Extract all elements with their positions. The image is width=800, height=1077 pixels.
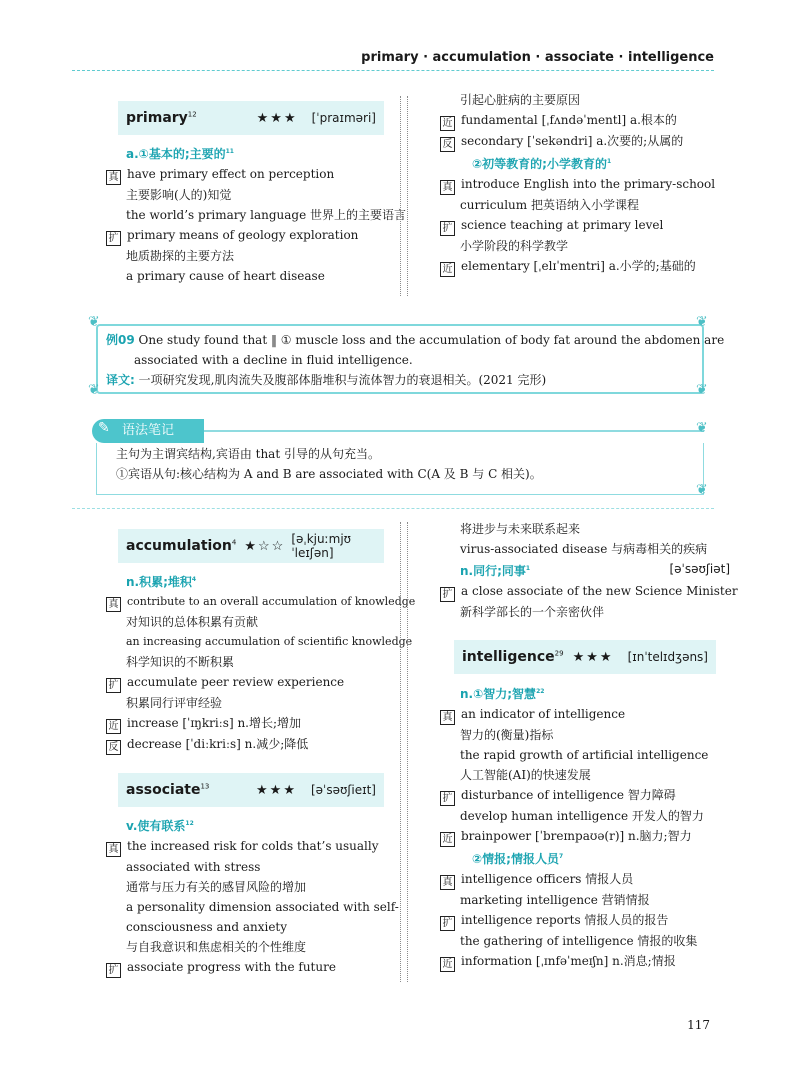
associate-right-body (440, 519, 738, 622)
phonetic: [əˌkjuːmjʊˈleɪʃən] (291, 532, 352, 560)
tag-jin: 近 (440, 116, 455, 131)
tag-zhen: 真 (106, 842, 121, 857)
primary-left-body (106, 142, 407, 286)
tag-jin: 近 (106, 719, 121, 734)
example-line: the world’s primary language 世界上的主要语言 (126, 208, 407, 222)
example-translation: 小学阶段的科学教学 (460, 239, 569, 253)
part-of-speech: n.积累;堆积$^4$ (126, 575, 197, 589)
synonym-line: information [ˌɪnfəˈmeɪʃn] n.消息;情报 (461, 954, 676, 968)
antonym-line: secondary [ˈsekəndri] a.次要的;从属的 (461, 134, 684, 148)
example-translation: 新科学部长的一个亲密伙伴 (460, 605, 605, 619)
tag-jin: 近 (440, 832, 455, 847)
example-translation: 地质勘探的主要方法 (126, 249, 235, 263)
grammar-content (116, 444, 696, 484)
antonym-line: decrease [ˈdiːkriːs] n.减少;降低 (127, 737, 309, 751)
example-translation: 与自我意识和焦虑相关的个性维度 (126, 940, 307, 954)
part-of-speech: n.①智力;智慧$^{22}$ (460, 687, 545, 701)
synonym-line: elementary [ˌelɪˈmentri] a.小学的;基础的 (461, 259, 696, 273)
tag-jin: 近 (440, 262, 455, 277)
page-number: 117 (687, 1018, 710, 1032)
stars-rating: ★☆☆ (244, 538, 286, 554)
stars-rating: ★★★ (256, 110, 298, 126)
headword-intelligence (454, 640, 716, 674)
headword-associate (118, 773, 384, 807)
example-sentence: One study found that ‖ ① muscle loss and the accumulation of body fat around the abdomen are (138, 333, 725, 347)
tag-kuo: 扩 (440, 916, 455, 931)
ornament-corner-icon: ❦ (696, 420, 708, 436)
ornament-corner-icon: ❦ (696, 314, 708, 330)
tag-zhen: 真 (106, 597, 121, 612)
example-line: disturbance of intelligence 智力障碍 (461, 788, 676, 802)
example-sentence: associated with a decline in fluid intelligence. (134, 353, 413, 367)
example-line: intelligence officers 情报人员 (461, 872, 634, 886)
example-translation: 人工智能(AI)的快速发展 (460, 768, 591, 782)
headword-text: primary$^{12}$ (126, 110, 197, 126)
phonetic: [əˈsəʊʃiət] (669, 562, 730, 576)
example-line: science teaching at primary level (461, 218, 664, 232)
headword-text: associate$^{13}$ (126, 782, 210, 798)
example-line: develop human intelligence 开发人的智力 (460, 809, 704, 823)
example-line: an indicator of intelligence (461, 707, 626, 721)
example-line: marketing intelligence 营销情报 (460, 893, 650, 907)
example-translation: 将进步与未来联系起来 (460, 522, 581, 536)
example-line: accumulate peer review experience (127, 675, 345, 689)
ornament-corner-icon: ❦ (696, 382, 708, 398)
example-line: consciousness and anxiety (126, 920, 288, 934)
example-line: the rapid growth of artificial intelligence (460, 748, 709, 762)
headword-primary (118, 101, 384, 135)
example-line: intelligence reports 情报人员的报告 (461, 913, 669, 927)
tag-fan: 反 (440, 137, 455, 152)
tag-kuo: 扩 (440, 221, 455, 236)
grammar-line: 主句为主谓宾结构,宾语由 that 引导的从句充当。 (116, 447, 380, 461)
example-content (106, 330, 725, 390)
tag-jin: 近 (440, 957, 455, 972)
phonetic: [ɪnˈtelɪdʒəns] (627, 650, 708, 664)
ornament-corner-icon: ❦ (696, 482, 708, 498)
part-of-speech: ②情报;情报人员$^7$ (472, 852, 564, 866)
example-line: have primary effect on perception (127, 167, 335, 181)
tag-zhen: 真 (440, 180, 455, 195)
example-translation: 科学知识的不断积累 (126, 655, 235, 669)
headword-accumulation (118, 529, 384, 563)
ornament-corner-icon: ❦ (88, 382, 100, 398)
associate-left-body (106, 814, 399, 978)
tag-zhen: 真 (440, 875, 455, 890)
example-translation: 对知识的总体积累有贡献 (126, 615, 259, 629)
example-line: associated with stress (126, 860, 261, 874)
synonym-line: increase [ˈɪŋkriːs] n.增长;增加 (127, 716, 302, 730)
example-translation: 智力的(衡量)指标 (460, 728, 554, 742)
translation-label: 译文: (106, 373, 135, 387)
grammar-line: ①宾语从句:核心结构为 A and B are associated with C(A 及 B 与 C 相关)。 (116, 467, 542, 481)
tag-kuo: 扩 (440, 791, 455, 806)
tag-kuo: 扩 (440, 587, 455, 602)
example-line: introduce English into the primary-school (461, 177, 716, 191)
example-line: a close associate of the new Science Minister (461, 584, 738, 598)
grammar-top-rule (204, 430, 704, 432)
tag-kuo: 扩 (106, 678, 121, 693)
example-label: 例09 (106, 333, 135, 347)
stars-rating: ★★★ (256, 782, 297, 798)
tag-fan: 反 (106, 740, 121, 755)
example-line: virus-associated disease 与病毒相关的疾病 (460, 542, 708, 556)
example-translation: 积累同行评审经验 (126, 696, 223, 710)
part-of-speech: ②初等教育的;小学教育的$^1$ (472, 157, 612, 171)
tag-zhen: 真 (440, 710, 455, 725)
running-header: primary · accumulation · associate · intelligence (361, 50, 714, 65)
headword-text: intelligence$^{29}$ (462, 649, 564, 665)
synonym-line: brainpower [ˈbreɪnpaʊə(r)] n.脑力;智力 (461, 829, 692, 843)
part-of-speech: v.使有联系$^{12}$ (126, 819, 194, 833)
header-rule (72, 70, 714, 71)
example-line: the gathering of intelligence 情报的收集 (460, 934, 698, 948)
example-line: primary means of geology exploration (127, 228, 359, 242)
example-line: curriculum 把英语纳入小学课程 (460, 198, 639, 212)
grammar-notes-label: 语法笔记 (92, 419, 204, 443)
accumulation-body (106, 570, 416, 755)
part-of-speech: n.同行;同事$^1$ (460, 564, 531, 578)
phonetic: [əˈsəʊʃieɪt] (310, 783, 376, 797)
example-line: the increased risk for colds that’s usually (127, 839, 379, 853)
section-rule (72, 508, 714, 509)
intelligence-body (440, 682, 730, 972)
headword-text: accumulation$^4$ (126, 538, 237, 554)
tag-kuo: 扩 (106, 963, 121, 978)
example-line: contribute to an overall accumulation of knowledge (127, 595, 416, 608)
phonetic: [ˈpraɪməri] (311, 111, 376, 125)
pen-icon: ✎ (98, 420, 110, 436)
example-translation: 主要影响(人的)知觉 (126, 188, 232, 202)
example-translation: 一项研究发现,肌肉流失及腹部体脂堆积与流体智力的衰退相关。(2021 完形) (138, 373, 547, 387)
tag-zhen: 真 (106, 170, 121, 185)
ornament-corner-icon: ❦ (88, 314, 100, 330)
part-of-speech: a.①基本的;主要的$^{11}$ (126, 147, 234, 161)
example-line: a personality dimension associated with self- (126, 900, 399, 914)
example-translation: 通常与压力有关的感冒风险的增加 (126, 880, 307, 894)
example-line: an increasing accumulation of scientific knowledge (126, 635, 413, 648)
primary-right-body (440, 90, 730, 277)
column-divider (400, 96, 408, 296)
column-divider (400, 522, 408, 982)
tag-kuo: 扩 (106, 231, 121, 246)
example-line: a primary cause of heart disease (126, 269, 325, 283)
example-translation: 引起心脏病的主要原因 (460, 93, 581, 107)
stars-rating: ★★★ (572, 649, 614, 665)
synonym-line: fundamental [ˌfʌndəˈmentl] a.根本的 (461, 113, 677, 127)
example-line: associate progress with the future (127, 960, 336, 974)
